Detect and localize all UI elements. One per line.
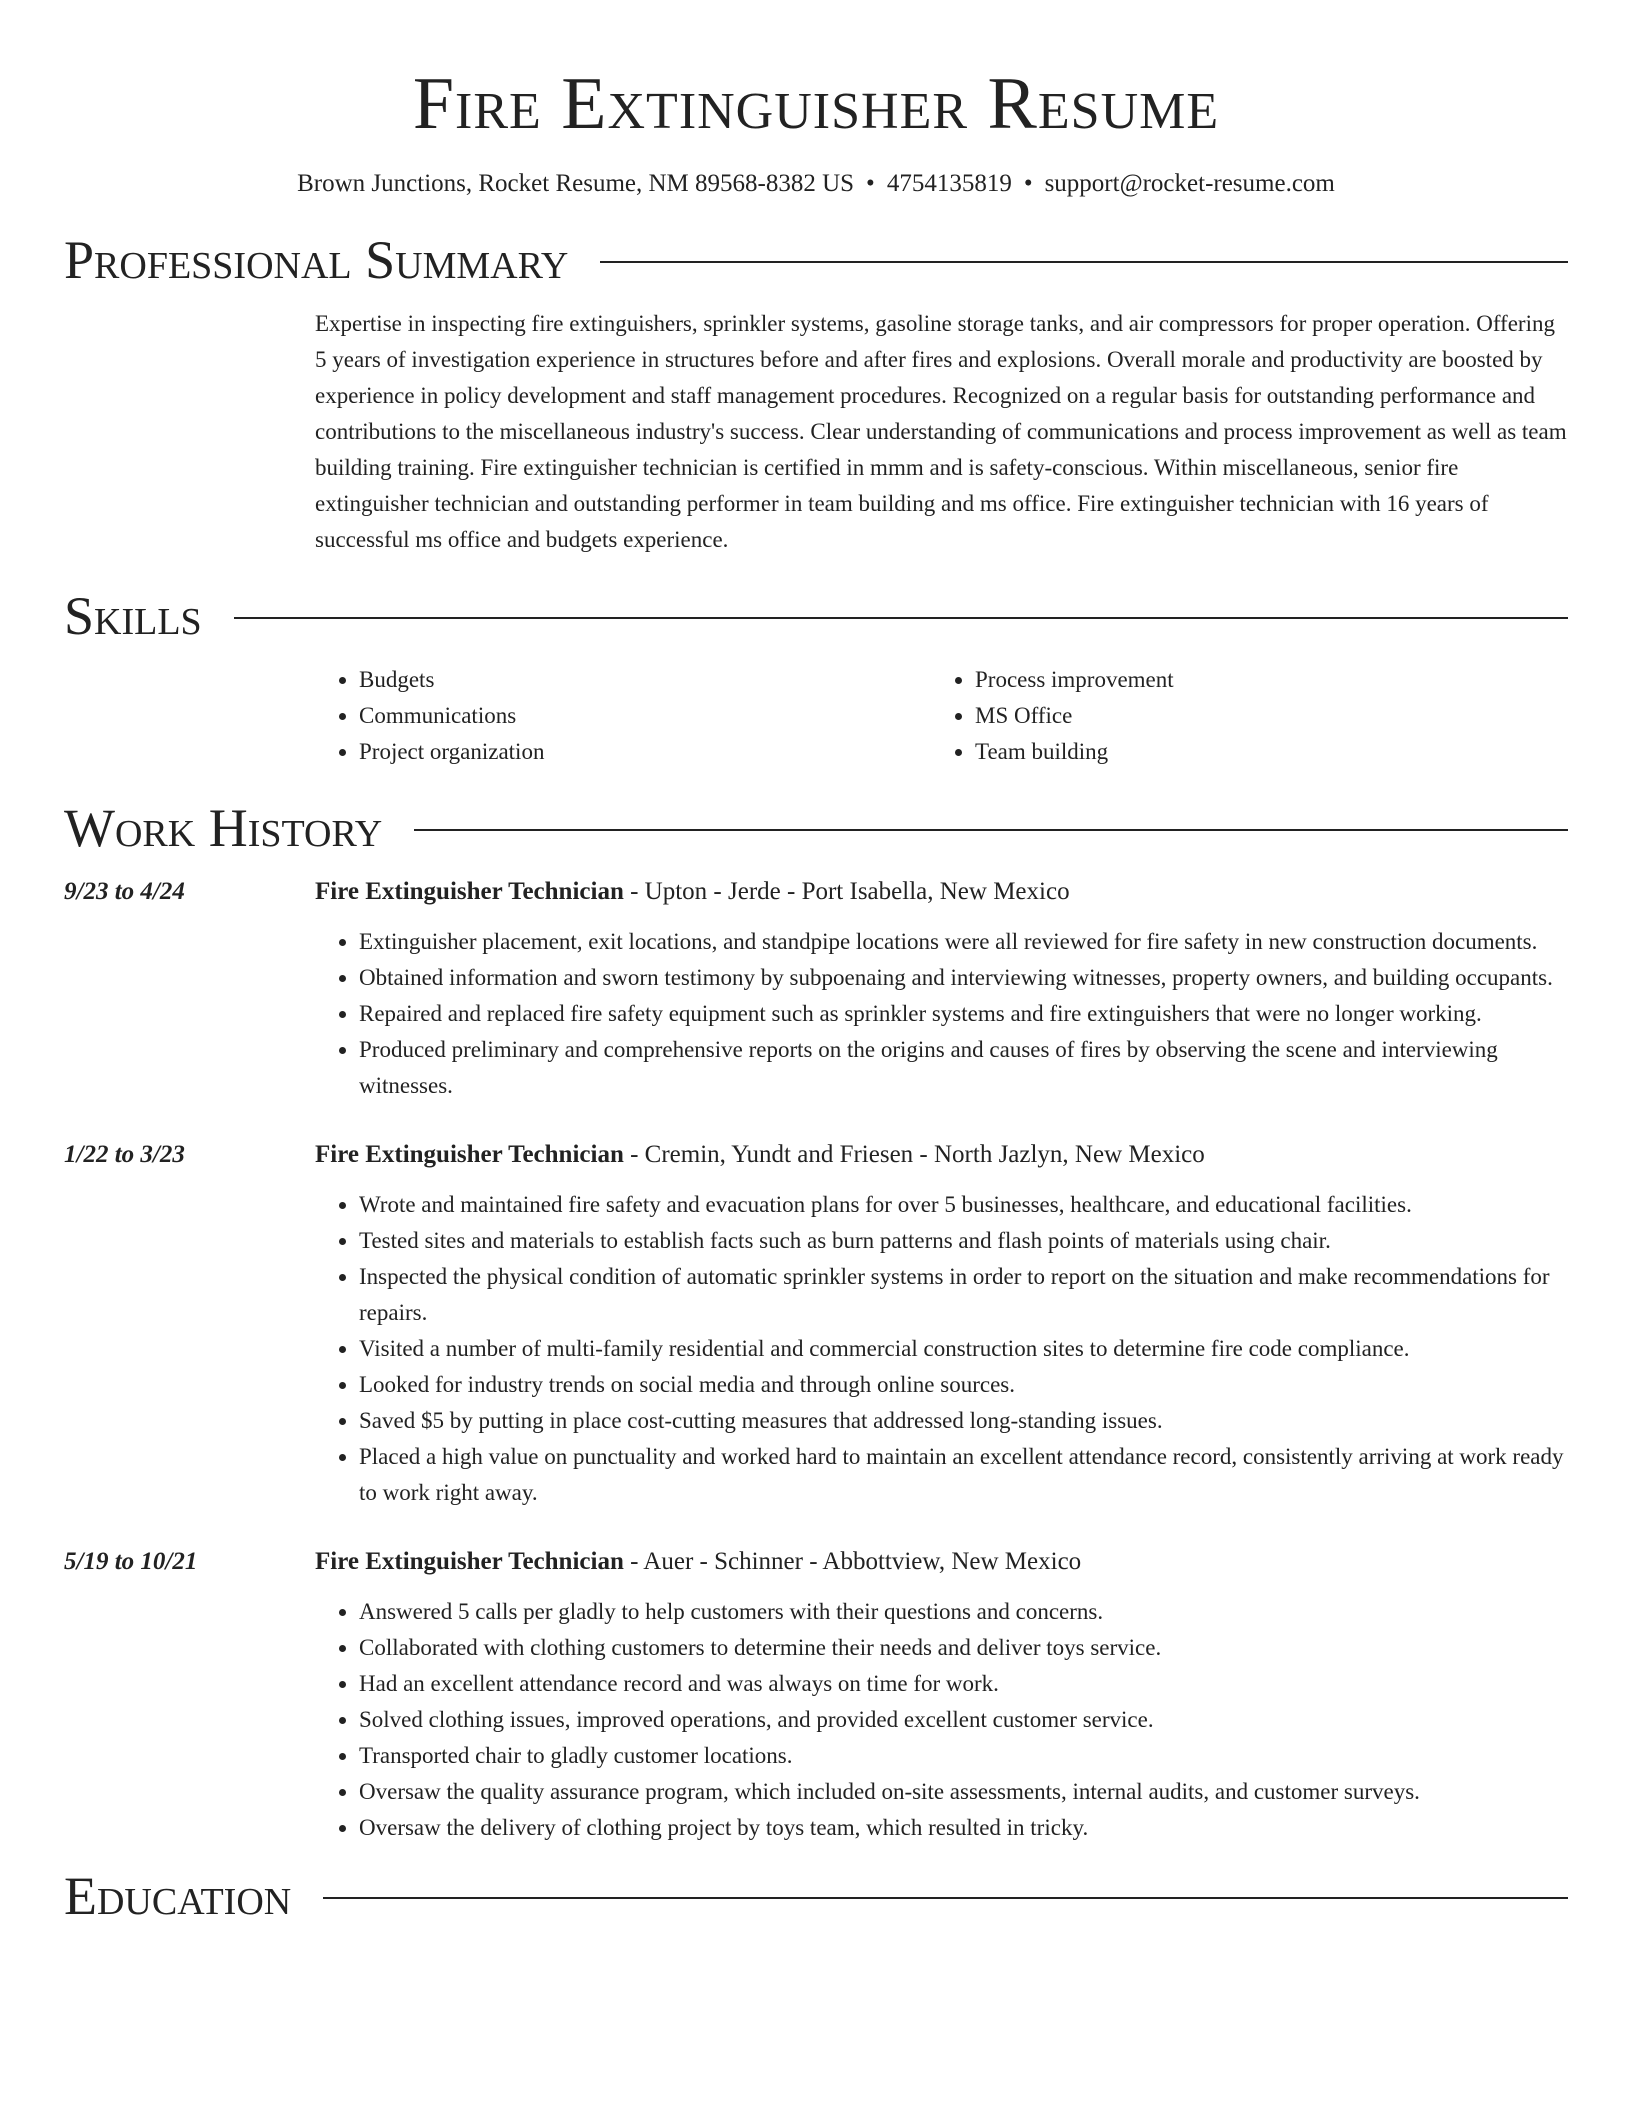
- job-bullet: • Collaborated with clothing customers to determine their needs and deliver toys service.: [359, 1630, 1568, 1666]
- job-bullet: • Produced preliminary and comprehensive reports on the origins and causes of fires by observing the scene and interviewing witnesses.: [359, 1032, 1568, 1104]
- job-bullet: • Tested sites and materials to establish facts such as burn patterns and flash points of materials using chair.: [359, 1223, 1568, 1259]
- work-section-header: [64, 798, 1568, 858]
- job-bullets: [315, 924, 1568, 1104]
- job-bullet: • Wrote and maintained fire safety and evacuation plans for over 5 businesses, healthcare, and educational facilities.: [359, 1187, 1568, 1223]
- job-dates: 5/19 to 10/21: [64, 1548, 198, 1575]
- summary-section-header: [64, 230, 1568, 290]
- contact-email: support@rocket-resume.com: [1044, 170, 1335, 197]
- contact-phone: 4754135819: [886, 170, 1012, 197]
- contact-line: [64, 168, 1568, 200]
- contact-address: Brown Junctions, Rocket Resume, NM 89568-8382 US: [297, 170, 855, 197]
- education-heading: Education: [64, 1866, 292, 1926]
- job-body: [315, 874, 1568, 1104]
- job-bullet: • Transported chair to gladly customer locations.: [359, 1738, 1568, 1774]
- job-entry: [64, 1544, 1568, 1846]
- skill-item: • Team building: [975, 734, 1547, 770]
- work-heading: Work History: [64, 798, 383, 858]
- job-body: [315, 1137, 1568, 1511]
- job-bullet: • Placed a high value on punctuality and worked hard to maintain an excellent attendance record, consistently arriving at work ready to work right away.: [359, 1439, 1568, 1511]
- job-bullet: • Repaired and replaced fire safety equipment such as sprinkler systems and fire extinguishers that were no longer working.: [359, 996, 1568, 1032]
- job-entry: [64, 874, 1568, 1104]
- education-section-header: [64, 1866, 1568, 1926]
- resume-title: Fire Extinguisher Resume: [412, 63, 1220, 145]
- job-company: - Cremin, Yundt and Friesen - North Jazlyn, New Mexico: [623, 1141, 1205, 1168]
- job-bullet: • Inspected the physical condition of automatic sprinkler systems in order to report on the situation and make recommendations for repairs.: [359, 1259, 1568, 1331]
- job-bullet: • Visited a number of multi-family residential and commercial construction sites to determine fire code compliance.: [359, 1331, 1568, 1367]
- section-divider: [234, 617, 1568, 619]
- job-dates: 1/22 to 3/23: [64, 1141, 185, 1168]
- contact-separator: •: [1023, 170, 1033, 197]
- job-dates: 9/23 to 4/24: [64, 878, 185, 905]
- resume-page: [64, 0, 1568, 1926]
- job-bullet: • Oversaw the delivery of clothing project by toys team, which resulted in tricky.: [359, 1810, 1568, 1846]
- skill-item: • MS Office: [975, 698, 1547, 734]
- job-title: Fire Extinguisher Technician: [315, 878, 624, 905]
- job-bullet: • Extinguisher placement, exit locations, and standpipe locations were all reviewed for fire safety in new construction documents.: [359, 924, 1568, 960]
- job-bullet: • Oversaw the quality assurance program, which included on-site assessments, internal audits, and customer surveys.: [359, 1774, 1568, 1810]
- job-bullet: • Saved $5 by putting in place cost-cutting measures that addressed long-standing issues.: [359, 1403, 1568, 1439]
- job-title: Fire Extinguisher Technician: [315, 1548, 624, 1575]
- job-company: - Upton - Jerde - Port Isabella, New Mexico: [623, 878, 1070, 905]
- job-bullets: [315, 1594, 1568, 1846]
- job-title-line: [315, 1544, 1568, 1580]
- job-body: [315, 1544, 1568, 1846]
- skill-item: • Process improvement: [975, 662, 1547, 698]
- section-divider: [323, 1897, 1568, 1899]
- job-entry: [64, 1137, 1568, 1511]
- job-bullet: • Obtained information and sworn testimony by subpoenaing and interviewing witnesses, property owners, and building occupants.: [359, 960, 1568, 996]
- job-title-line: [315, 1137, 1568, 1173]
- skill-item: • Budgets: [359, 662, 931, 698]
- job-bullet: • Solved clothing issues, improved operations, and provided excellent customer service.: [359, 1702, 1568, 1738]
- skills-list: [315, 662, 1568, 770]
- job-bullet: • Answered 5 calls per gladly to help customers with their questions and concerns.: [359, 1594, 1568, 1630]
- summary-heading: Professional Summary: [64, 230, 569, 290]
- skills-column-left: [315, 662, 931, 770]
- section-divider: [414, 829, 1568, 831]
- skills-column-right: [931, 662, 1547, 770]
- job-title-line: [315, 874, 1568, 910]
- skill-item: • Project organization: [359, 734, 931, 770]
- job-title: Fire Extinguisher Technician: [315, 1141, 624, 1168]
- job-company: - Auer - Schinner - Abbottview, New Mexico: [623, 1548, 1082, 1575]
- contact-separator: •: [866, 170, 875, 197]
- job-bullets: [315, 1187, 1568, 1511]
- section-divider: [600, 261, 1568, 263]
- job-bullet: • Looked for industry trends on social media and through online sources.: [359, 1367, 1568, 1403]
- summary-text: Expertise in inspecting fire extinguishers, sprinkler systems, gasoline storage tanks, and air compressors for proper operation. Offering 5 years of investigation experience in structures before and after fires and explosions. Overall morale and productivity are boosted by experience in policy development and staff management procedures. Recognized on a regular basis for outstanding performance and contributions to the miscellaneous industry's success. Clear understanding of communications and process improvement as well as team building training. Fire extinguisher technician is certified in mmm and is safety-conscious. Within miscellaneous, senior fire extinguisher technician and outstanding performer in team building and ms office. Fire extinguisher technician with 16 years of successful ms office and budgets experience.: [315, 311, 1567, 552]
- skills-heading: Skills: [64, 586, 202, 646]
- skills-section-header: [64, 586, 1568, 646]
- job-bullet: • Had an excellent attendance record and was always on time for work.: [359, 1666, 1568, 1702]
- skill-item: • Communications: [359, 698, 931, 734]
